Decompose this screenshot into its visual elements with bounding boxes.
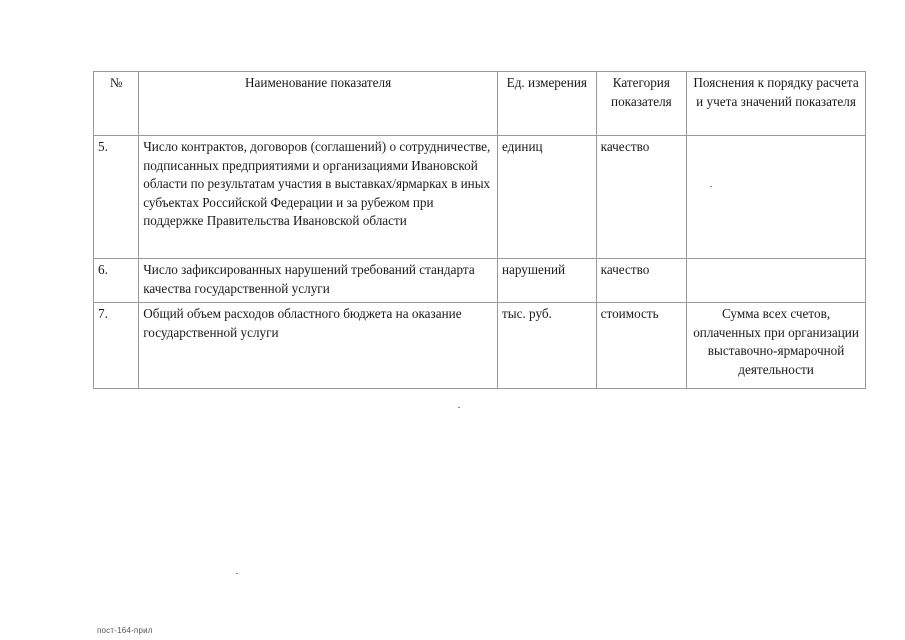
row-category: качество	[596, 259, 686, 303]
header-indicator-name: Наименование показателя	[139, 72, 498, 136]
row-indicator-name: Общий объем расходов областного бюджета на оказание государственной услуги	[139, 303, 498, 389]
table-row	[94, 259, 866, 303]
header-unit: Ед. измерения	[497, 72, 596, 136]
row-number: 7.	[94, 303, 139, 389]
header-notes: Пояснения к порядку расчета и учета значений показателя	[687, 72, 866, 136]
row-notes	[687, 259, 866, 303]
row-indicator-name: Число контрактов, договоров (соглашений) о сотрудничестве, подписанных предприятиями и организациями Ивановской области по результатам участия в выставках/ярмарках в иных субъектах Российской Федерации и за рубежом при поддержке Правительства Ивановской области	[139, 136, 498, 259]
row-indicator-name: Число зафиксированных нарушений требований стандарта качества государственной услуги	[139, 259, 498, 303]
row-number: 5.	[94, 136, 139, 259]
scan-speck	[236, 573, 238, 574]
indicators-table	[93, 71, 866, 389]
footer-file-label: пост-164-прил	[97, 626, 153, 635]
scan-speck	[458, 407, 460, 408]
row-number: 6.	[94, 259, 139, 303]
row-notes	[687, 136, 866, 259]
row-unit: тыс. руб.	[497, 303, 596, 389]
header-number: №	[94, 72, 139, 136]
row-unit: единиц	[497, 136, 596, 259]
row-category: качество	[596, 136, 686, 259]
header-category: Категория показателя	[596, 72, 686, 136]
row-unit: нарушений	[497, 259, 596, 303]
scan-speck	[710, 186, 712, 187]
table-header-row	[94, 72, 866, 136]
table-row	[94, 303, 866, 389]
row-category: стоимость	[596, 303, 686, 389]
table-row	[94, 136, 866, 259]
row-notes: Сумма всех счетов, оплаченных при организации выставочно-ярмарочной деятельности	[687, 303, 866, 389]
